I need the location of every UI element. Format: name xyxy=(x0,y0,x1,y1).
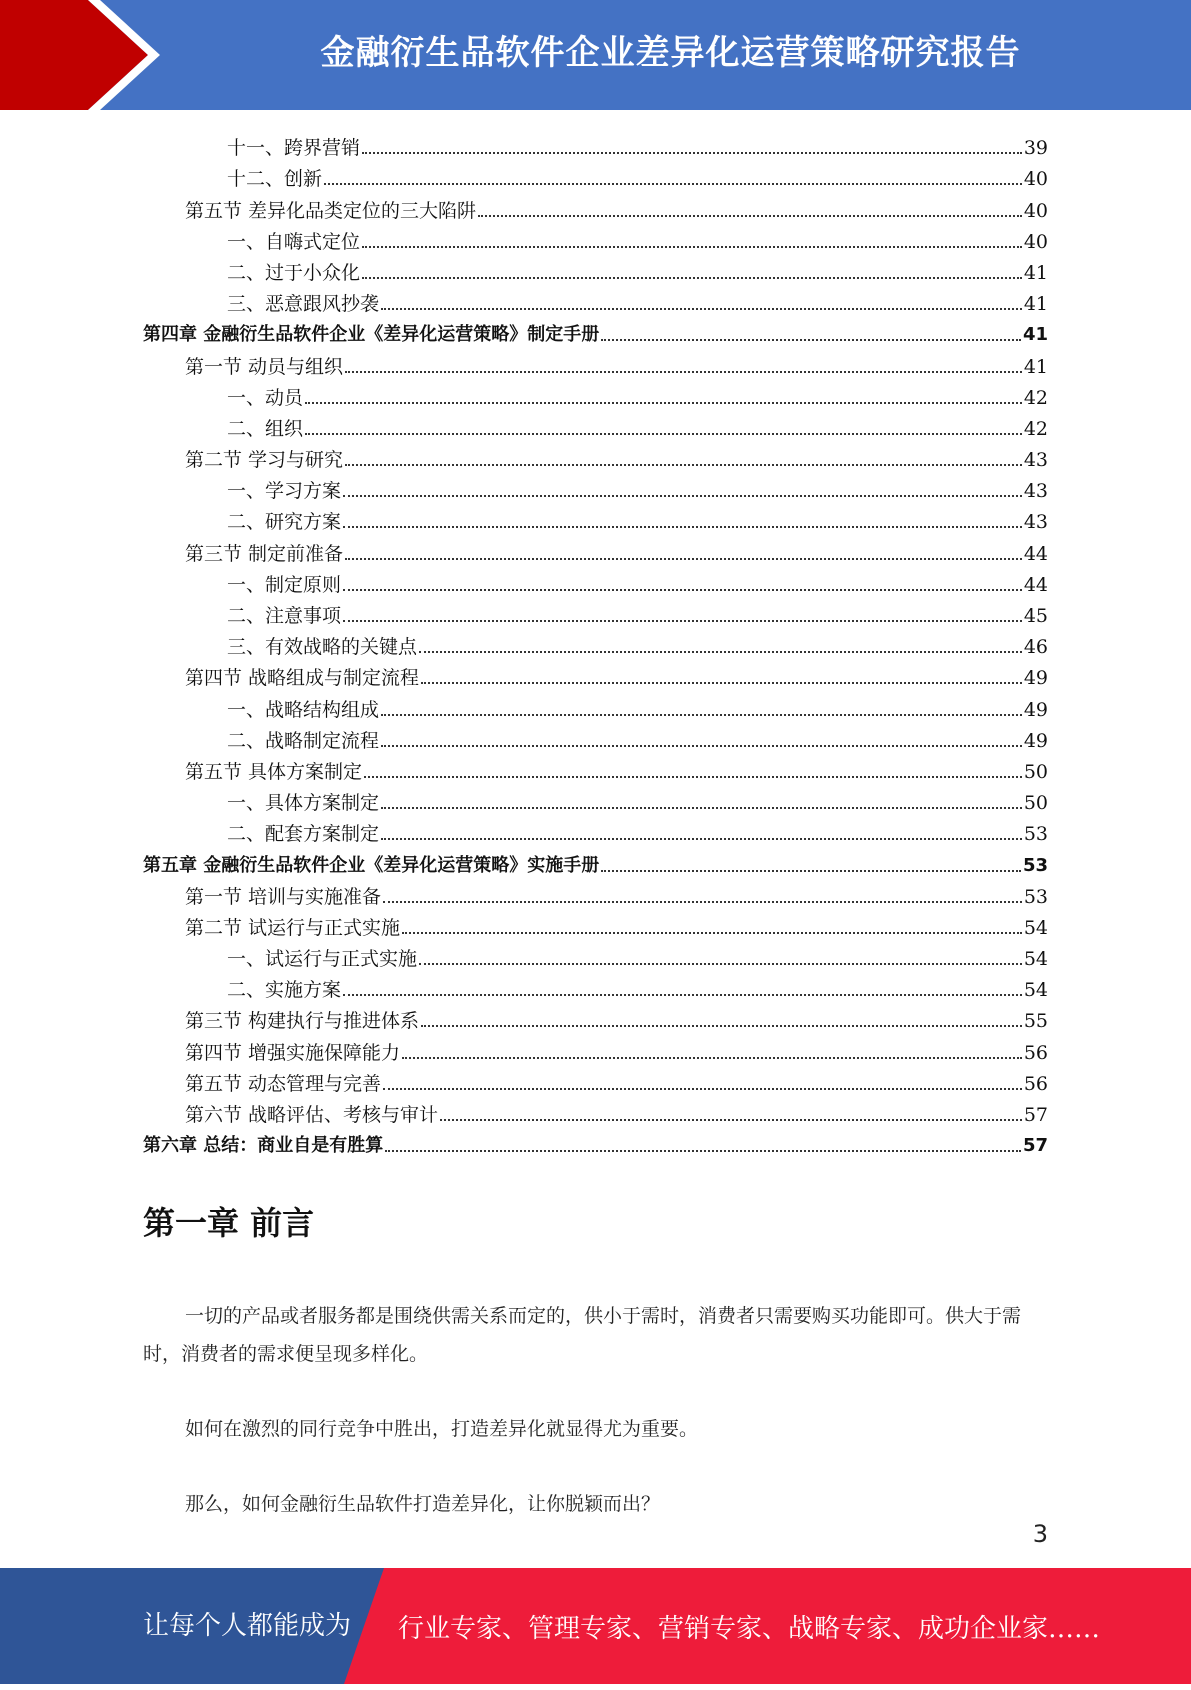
toc-entry-page: 40 xyxy=(1023,168,1048,191)
toc-leader-dots xyxy=(305,402,1022,404)
toc-leader-dots xyxy=(343,526,1022,528)
toc-entry-label: 第六章 总结：商业自是有胜算 xyxy=(143,1135,384,1157)
toc-entry[interactable] xyxy=(143,1032,1048,1063)
toc-entry[interactable] xyxy=(143,565,1048,596)
toc-entry-label: 一、战略结构组成 xyxy=(227,698,380,721)
toc-entry[interactable] xyxy=(143,1126,1048,1157)
toc-leader-dots xyxy=(402,932,1022,934)
toc-leader-dots xyxy=(345,558,1022,560)
toc-entry[interactable] xyxy=(143,253,1048,284)
toc-entry-label: 二、组织 xyxy=(227,417,304,440)
toc-leader-dots xyxy=(343,589,1022,591)
toc-leader-dots xyxy=(381,838,1022,840)
toc-entry-page: 49 xyxy=(1023,729,1048,752)
toc-entry[interactable] xyxy=(143,159,1048,190)
toc-entry-label: 十二、创新 xyxy=(227,168,323,191)
toc-entry[interactable] xyxy=(143,970,1048,1001)
toc-leader-dots xyxy=(383,1088,1022,1090)
toc-entry-page: 45 xyxy=(1023,605,1048,627)
toc-entry-label: 第六节 战略评估、考核与审计 xyxy=(185,1104,439,1126)
toc-entry-page: 54 xyxy=(1023,916,1048,939)
toc-entry-label: 二、过于小众化 xyxy=(227,261,361,284)
toc-entry-label: 第五节 差异化品类定位的三大陷阱 xyxy=(185,199,477,222)
toc-entry-page: 41 xyxy=(1023,293,1048,316)
toc-entry[interactable] xyxy=(143,939,1048,970)
toc-entry-label: 第二节 学习与研究 xyxy=(185,449,344,472)
toc-entry[interactable] xyxy=(143,440,1048,471)
toc-entry-label: 第四章 金融衍生品软件企业《差异化运营策略》制定手册 xyxy=(143,324,600,346)
toc-entry-label: 三、有效战略的关键点 xyxy=(227,636,418,659)
toc-leader-dots xyxy=(419,963,1022,965)
toc-entry-label: 第五节 动态管理与完善 xyxy=(185,1072,382,1095)
toc-leader-dots xyxy=(381,714,1022,716)
toc-entry-label: 二、战略制定流程 xyxy=(227,729,380,752)
toc-entry-page: 42 xyxy=(1023,386,1048,409)
toc-entry-page: 40 xyxy=(1023,230,1048,253)
toc-leader-dots xyxy=(385,1150,1021,1152)
toc-entry[interactable] xyxy=(143,877,1048,908)
toc-entry-label: 二、配套方案制定 xyxy=(227,823,380,846)
toc-entry-page: 56 xyxy=(1023,1041,1048,1064)
toc-leader-dots xyxy=(343,495,1022,497)
toc-leader-dots xyxy=(440,1119,1022,1121)
toc-entry-page: 53 xyxy=(1022,854,1048,876)
table-of-contents xyxy=(143,128,1048,1157)
toc-entry[interactable] xyxy=(143,783,1048,814)
toc-leader-dots xyxy=(345,371,1022,373)
chapter-title: 第一章 前言 xyxy=(143,1204,315,1242)
toc-leader-dots xyxy=(601,870,1021,872)
toc-entry-label: 一、自嗨式定位 xyxy=(227,230,361,253)
toc-entry[interactable] xyxy=(143,908,1048,939)
page-number: 3 xyxy=(1032,1520,1048,1548)
toc-entry[interactable] xyxy=(143,689,1048,720)
toc-entry-label: 第五节 具体方案制定 xyxy=(185,760,363,783)
toc-entry[interactable] xyxy=(143,752,1048,783)
toc-entry-label: 二、实施方案 xyxy=(227,979,342,1002)
toc-entry-page: 41 xyxy=(1022,324,1048,346)
toc-entry-label: 一、制定原则 xyxy=(227,573,342,596)
toc-entry-label: 第四节 战略组成与制定流程 xyxy=(185,667,420,690)
header-title: 金融衍生品软件企业差异化运营策略研究报告 xyxy=(320,33,1021,73)
toc-entry[interactable] xyxy=(143,346,1048,377)
toc-entry-page: 44 xyxy=(1023,542,1048,565)
toc-entry-label: 二、注意事项 xyxy=(227,605,342,627)
toc-entry-label: 第三节 构建执行与推进体系 xyxy=(185,1010,420,1033)
toc-entry-label: 第一节 动员与组织 xyxy=(185,355,344,378)
toc-entry[interactable] xyxy=(143,596,1048,627)
toc-entry-page: 54 xyxy=(1023,948,1048,971)
toc-entry[interactable] xyxy=(143,814,1048,845)
toc-entry-page: 46 xyxy=(1023,636,1048,659)
paragraph-1: 一切的产品或者服务都是围绕供需关系而定的，供小于需时，消费者只需要购买功能即可。供大于需时，消费者的需求便呈现多样化。 xyxy=(143,1305,1022,1365)
toc-leader-dots xyxy=(324,183,1022,185)
toc-entry[interactable] xyxy=(143,315,1048,346)
toc-entry-page: 43 xyxy=(1023,480,1048,503)
toc-entry-page: 56 xyxy=(1023,1072,1048,1095)
toc-leader-dots xyxy=(343,620,1022,622)
toc-leader-dots xyxy=(421,682,1022,684)
toc-leader-dots xyxy=(421,1025,1022,1027)
toc-entry-page: 57 xyxy=(1022,1135,1048,1157)
toc-leader-dots xyxy=(383,901,1022,903)
page-footer xyxy=(0,1568,1191,1684)
toc-entry-page: 54 xyxy=(1023,979,1048,1002)
footer-slogan-left: 让每个人都能成为 xyxy=(143,1611,352,1641)
toc-entry-page: 50 xyxy=(1023,792,1048,815)
paragraph-2: 如何在激烈的同行竞争中胜出，打造差异化就显得尤为重要。 xyxy=(185,1418,699,1440)
toc-entry-page: 41 xyxy=(1023,261,1048,284)
toc-entry-page: 57 xyxy=(1023,1104,1048,1126)
toc-leader-dots xyxy=(364,776,1022,778)
toc-entry-page: 43 xyxy=(1023,449,1048,472)
toc-leader-dots xyxy=(402,1057,1022,1059)
toc-entry-label: 二、研究方案 xyxy=(227,511,342,534)
toc-leader-dots xyxy=(381,308,1022,310)
toc-entry-page: 49 xyxy=(1023,698,1048,721)
toc-entry[interactable] xyxy=(143,1095,1048,1126)
toc-leader-dots xyxy=(381,807,1022,809)
toc-entry-label: 第五章 金融衍生品软件企业《差异化运营策略》实施手册 xyxy=(143,854,600,876)
toc-entry-page: 41 xyxy=(1023,355,1048,378)
footer-slogan-right: 行业专家、管理专家、营销专家、战略专家、成功企业家…… xyxy=(398,1614,1101,1644)
toc-entry-label: 一、学习方案 xyxy=(227,480,342,503)
toc-entry-page: 39 xyxy=(1023,137,1048,160)
toc-entry[interactable] xyxy=(143,1064,1048,1095)
toc-entry[interactable] xyxy=(143,658,1048,689)
toc-leader-dots xyxy=(362,246,1022,248)
toc-entry-page: 53 xyxy=(1023,885,1048,908)
toc-entry[interactable] xyxy=(143,378,1048,409)
toc-entry[interactable] xyxy=(143,128,1048,159)
toc-entry-label: 一、动员 xyxy=(227,386,304,409)
toc-entry-page: 49 xyxy=(1023,667,1048,690)
toc-entry[interactable] xyxy=(143,409,1048,440)
toc-entry-page: 40 xyxy=(1023,199,1048,222)
toc-entry-label: 第二节 试运行与正式实施 xyxy=(185,916,401,939)
toc-leader-dots xyxy=(305,433,1022,435)
toc-leader-dots xyxy=(362,277,1022,279)
toc-entry-label: 十一、跨界营销 xyxy=(227,137,361,160)
toc-leader-dots xyxy=(343,994,1022,996)
paragraph-3: 那么，如何金融衍生品软件打造差异化，让你脱颖而出？ xyxy=(185,1493,661,1515)
toc-leader-dots xyxy=(362,152,1022,154)
page-header xyxy=(0,0,1191,110)
toc-entry-page: 44 xyxy=(1023,573,1048,596)
toc-leader-dots xyxy=(381,745,1022,747)
toc-entry[interactable] xyxy=(143,533,1048,564)
toc-entry[interactable] xyxy=(143,721,1048,752)
toc-entry-page: 53 xyxy=(1023,823,1048,846)
toc-entry[interactable] xyxy=(143,1001,1048,1032)
toc-entry[interactable] xyxy=(143,222,1048,253)
toc-entry-page: 50 xyxy=(1023,760,1048,783)
toc-entry-label: 三、恶意跟风抄袭 xyxy=(227,293,380,316)
toc-entry-label: 第三节 制定前准备 xyxy=(185,542,344,565)
toc-entry[interactable] xyxy=(143,502,1048,533)
toc-entry-page: 42 xyxy=(1023,417,1048,440)
toc-entry[interactable] xyxy=(143,284,1048,315)
toc-entry-page: 43 xyxy=(1023,511,1048,534)
toc-entry[interactable] xyxy=(143,845,1048,876)
toc-leader-dots xyxy=(478,215,1022,217)
toc-entry[interactable] xyxy=(143,471,1048,502)
toc-entry[interactable] xyxy=(143,190,1048,221)
toc-leader-dots xyxy=(345,464,1022,466)
toc-entry-label: 第一节 培训与实施准备 xyxy=(185,885,382,908)
toc-entry-label: 一、试运行与正式实施 xyxy=(227,948,418,971)
toc-entry-page: 55 xyxy=(1023,1010,1048,1033)
toc-leader-dots xyxy=(419,651,1022,653)
toc-entry-label: 一、具体方案制定 xyxy=(227,792,380,815)
toc-leader-dots xyxy=(601,339,1021,341)
toc-entry[interactable] xyxy=(143,627,1048,658)
toc-entry-label: 第四节 增强实施保障能力 xyxy=(185,1041,401,1064)
